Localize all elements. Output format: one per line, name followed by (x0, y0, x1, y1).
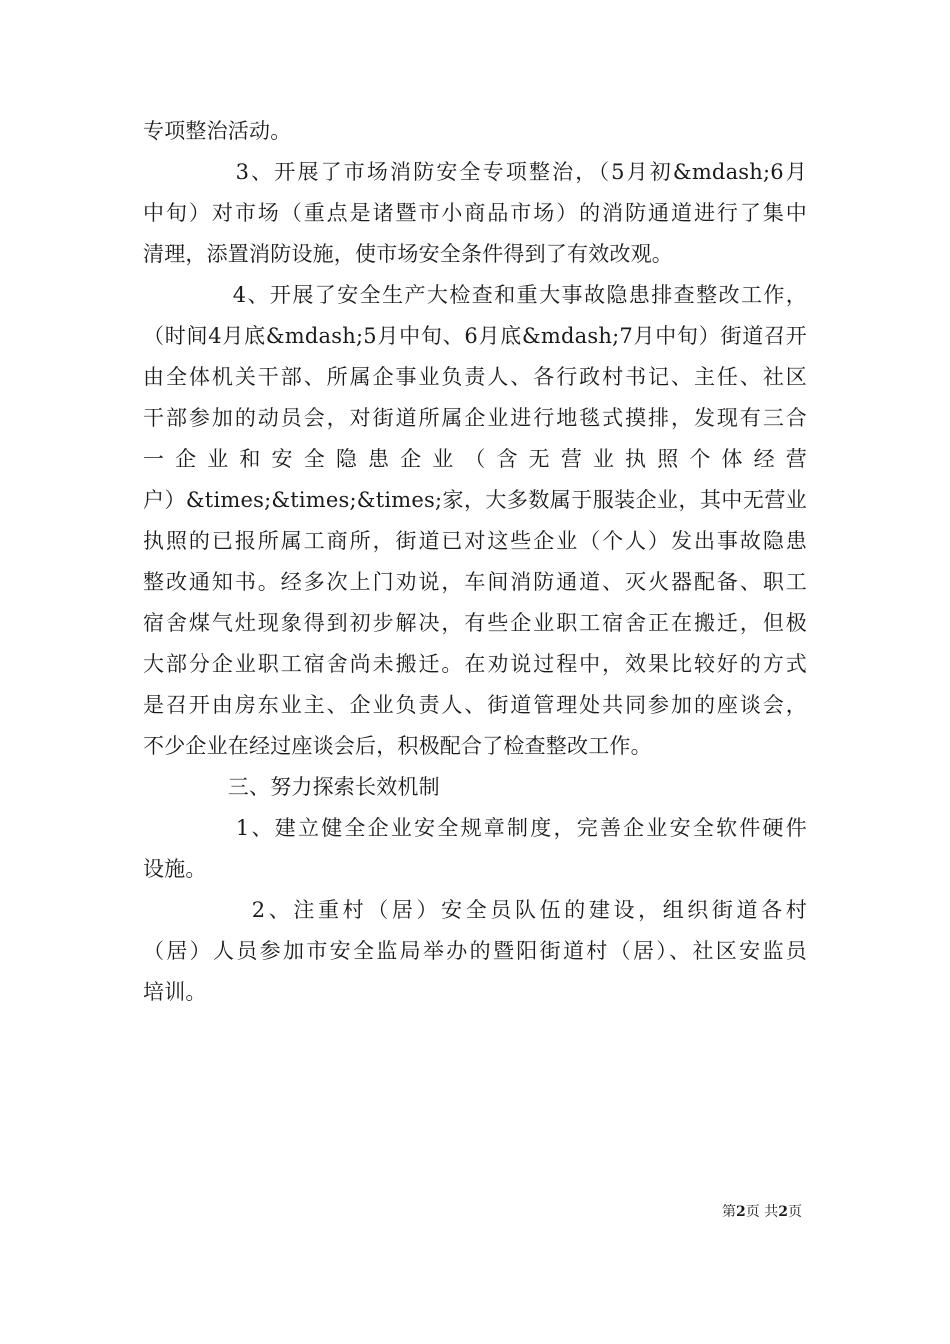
text-line: 清理，添置消防设施，使市场安全条件得到了有效改观。 (143, 242, 673, 266)
text-line: 2、注重村（居）安全员队伍的建设，组织街道各村 (143, 898, 807, 922)
text-line: 4、开展了安全生产大检查和重大事故隐患排查整改工作， (143, 283, 807, 307)
footer-page-number: 2 (736, 1204, 746, 1220)
text-line: 由全体机关干部、所属企事业负责人、各行政村书记、主任、社区 (143, 365, 807, 389)
text-line: 中旬）对市场（重点是诸暨市小商品市场）的消防通道进行了集中 (143, 201, 807, 225)
text-line: 大部分企业职工宿舍尚未搬迁。在劝说过程中，效果比较好的方式 (143, 652, 807, 676)
footer-prefix: 第 (722, 1204, 736, 1220)
text-line: 培训。 (143, 980, 207, 1004)
text-line: 户）&times;&times;&times;家，大多数属于服装企业，其中无营业 (143, 488, 807, 512)
footer-middle: 页 共 (745, 1204, 779, 1220)
text-line: 一企业和安全隐患企业（含无营业执照个体经营 (143, 447, 807, 471)
text-line: 不少企业在经过座谈会后，积极配合了检查整改工作。 (143, 734, 652, 758)
text-line: 3、开展了市场消防安全专项整治，（5月初&mdash;6月 (143, 160, 807, 184)
footer-suffix: 页 (787, 1204, 802, 1220)
page-footer (722, 1200, 802, 1224)
text-line: （居）人员参加市安全监局举办的暨阳街道村（居）、社区安监员 (143, 939, 807, 963)
footer-total-pages: 2 (778, 1204, 788, 1220)
text-line: 是召开由房东业主、企业负责人、街道管理处共同参加的座谈会， (143, 693, 807, 717)
text-line: 整改通知书。经多次上门劝说，车间消防通道、灭火器配备、职工 (143, 570, 807, 594)
section-heading: 三、努力探索长效机制 (143, 775, 440, 799)
text-line: 专项整治活动。 (143, 119, 292, 143)
text-line: 宿舍煤气灶现象得到初步解决，有些企业职工宿舍正在搬迁，但极 (143, 611, 807, 635)
text-line: 设施。 (143, 857, 207, 881)
text-line: （时间4月底&mdash;5月中旬、6月底&mdash;7月中旬）街道召开 (143, 324, 807, 348)
text-line: 执照的已报所属工商所，街道已对这些企业（个人）发出事故隐患 (143, 529, 807, 553)
text-line: 干部参加的动员会，对街道所属企业进行地毯式摸排，发现有三合 (143, 406, 807, 430)
text-line: 1、建立健全企业安全规章制度，完善企业安全软件硬件 (143, 816, 807, 840)
